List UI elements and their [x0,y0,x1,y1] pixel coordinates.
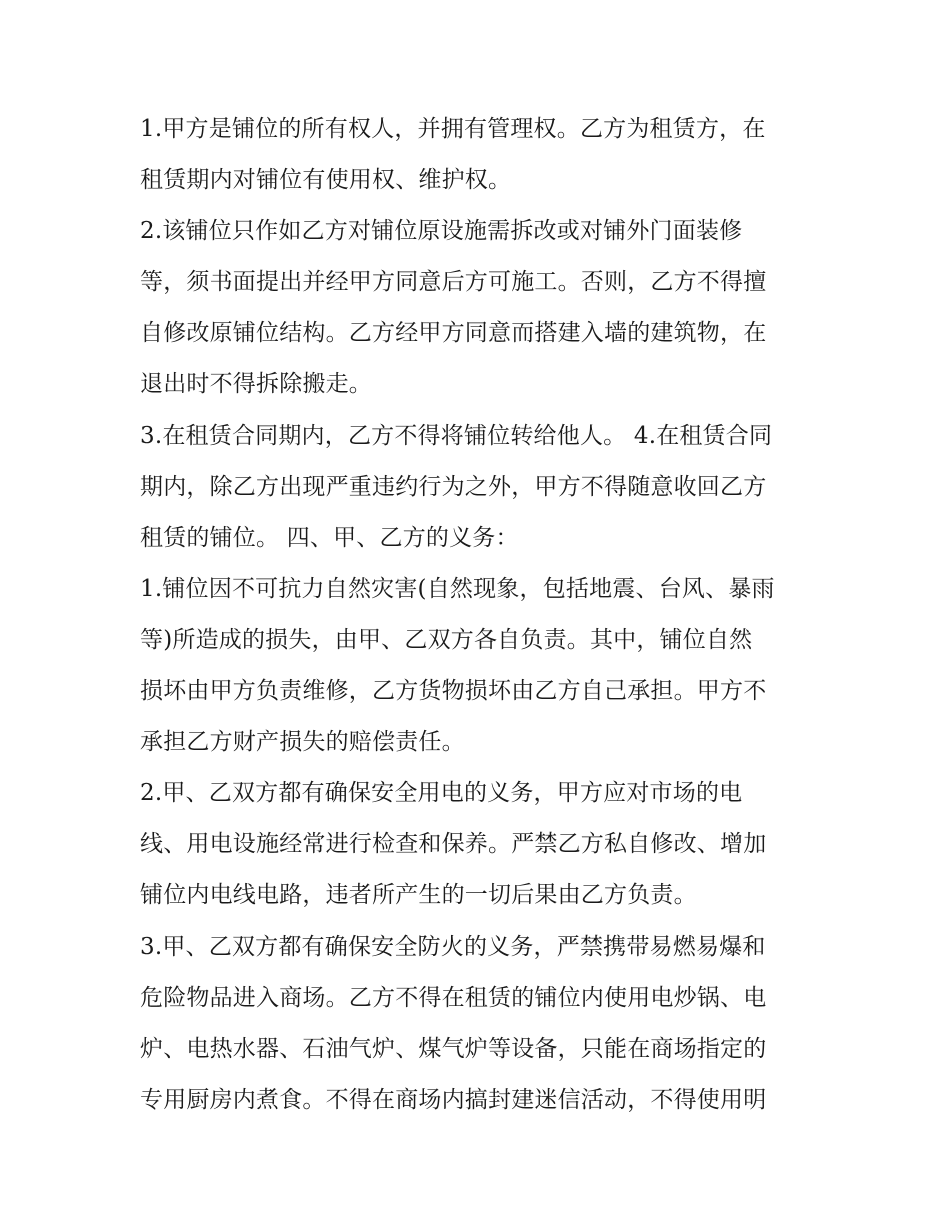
text-line: 承担乙方财产损失的赔偿责任。 [140,729,465,756]
text-line: 专用厨房内煮食。不得在商场内搞封建迷信活动，不得使用明 [140,1086,767,1113]
text-line: 线、用电设施经常进行检查和保养。严禁乙方私自修改、增加 [140,831,767,858]
document-body [140,104,812,1126]
text-line: 租赁的铺位。 四、甲、乙方的义务： [140,524,519,551]
text-line: 损坏由甲方负责维修，乙方货物损坏由乙方自己承担。甲方不 [140,678,767,705]
text-line: 3.在租赁合同期内，乙方不得将铺位转给他人。 4.在租赁合同 [140,422,773,449]
text-line: 等，须书面提出并经甲方同意后方可施工。否则，乙方不得擅 [140,269,767,296]
text-line: 自修改原铺位结构。乙方经甲方同意而搭建入墙的建筑物，在 [140,320,767,347]
text-line: 危险物品进入商场。乙方不得在租赁的铺位内使用电炒锅、电 [140,984,767,1011]
text-line: 租赁期内对铺位有使用权、维护权。 [140,167,512,194]
text-line: 3.甲、乙双方都有确保安全防火的义务，严禁携带易燃易爆和 [140,933,766,960]
text-line: 退出时不得拆除搬走。 [140,371,372,398]
text-line: 1.铺位因不可抗力自然灾害(自然现象，包括地震、台风、暴雨 [140,575,775,602]
text-line: 炉、电热水器、石油气炉、煤气炉等设备，只能在商场指定的 [140,1035,767,1062]
text-line: 1.甲方是铺位的所有权人，并拥有管理权。乙方为租赁方，在 [140,116,766,142]
text-line: 2.该铺位只作如乙方对铺位原设施需拆改或对铺外门面装修 [140,218,743,245]
text-line: 等)所造成的损失，由甲、乙双方各自负责。其中，铺位自然 [140,626,753,653]
text-line: 铺位内电线电路，违者所产生的一切后果由乙方负责。 [140,882,697,909]
text-line: 2.甲、乙双方都有确保安全用电的义务，甲方应对市场的电 [140,780,743,807]
text-line: 期内，除乙方出现严重违约行为之外，甲方不得随意收回乙方 [140,473,767,500]
